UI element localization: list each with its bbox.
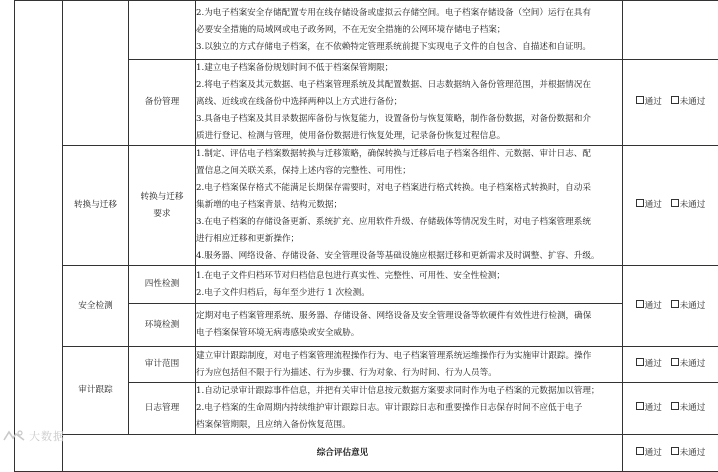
checkbox[interactable] [671, 199, 679, 207]
requirement-line: 电子档案保管环境无病毒感染或安全威胁。 [196, 325, 622, 342]
requirement-line: 置信息之间关联关系，保持上述内容的完整性、可用性； [196, 163, 622, 180]
requirement-line: 质进行登记、检测与管理，使用备份数据进行恢复处理，记录备份恢复过程信息。 [196, 128, 622, 145]
fail-label: 未通过 [680, 403, 706, 413]
requirement-cell [196, 266, 623, 304]
category-cell [63, 1, 129, 146]
requirement-line: 离线、近线或在线备份中选择两种以上方式进行备份； [196, 94, 622, 111]
result-cell [623, 1, 718, 60]
pass-option[interactable] [636, 197, 662, 214]
pass-option[interactable] [636, 400, 662, 417]
requirement-line: 1.自动记录审计跟踪事件信息，并把有关审计信息按元数据方案要求同时作为电子档案的元数据加以管理； [196, 383, 622, 400]
fail-label: 未通过 [680, 448, 706, 458]
evaluation-table [14, 0, 718, 472]
requirement-line: 2.电子档案保存格式不能满足长期保存需要时，对电子档案进行格式转换。电子档案格式转换时，自动采 [196, 180, 622, 197]
result-cell [623, 383, 718, 435]
requirement-line: 3.在电子档案的存储设备更新、系统扩充、应用软件升级、存储载体等情况发生时，对电子档案管理系统 [196, 214, 622, 231]
requirement-line: 2.为电子档案安全存储配置专用在线存储设备或虚拟云存储空间。电子档案存储设备（空间）运行在具有 [196, 5, 622, 22]
requirement-line: 4.服务器、网络设备、存储设备、安全管理设备等基础设施应根据迁移和更新需求及时调整、扩容、升级。 [196, 248, 622, 265]
requirement-cell [196, 1, 623, 60]
subcategory-cell: 四性检测 [129, 266, 196, 304]
pass-option[interactable] [636, 298, 662, 315]
fail-option[interactable] [671, 445, 706, 462]
requirement-cell [196, 146, 623, 266]
subcategory-cell: 审计范围 [129, 347, 196, 383]
pass-label: 通过 [645, 448, 662, 458]
fail-label: 未通过 [680, 301, 706, 311]
checkbox[interactable] [636, 402, 644, 410]
requirement-line: 3.以独立的方式存储电子档案，在不依赖特定管理系统前提下实现电子文件的自包含、自描述和自证明。 [196, 39, 622, 56]
pass-option[interactable] [636, 356, 662, 373]
subcategory-cell: 日志管理 [129, 383, 196, 435]
requirement-line: 3.具备电子档案及其目录数据库备份与恢复能力，设置备份与恢复策略，制作备份数据，对备份数据和介 [196, 111, 622, 128]
requirement-cell [196, 383, 623, 435]
requirement-line: 1.建立电子档案备份规划时间不低于档案保管期限； [196, 60, 622, 77]
fail-label: 未通过 [680, 97, 706, 107]
table-row [15, 266, 718, 304]
fail-option[interactable] [671, 356, 706, 373]
table-row [15, 1, 718, 60]
checkbox[interactable] [636, 300, 644, 308]
pass-option[interactable] [636, 445, 662, 462]
pass-option[interactable] [636, 94, 662, 111]
requirement-cell [196, 347, 623, 383]
checkbox[interactable] [671, 96, 679, 104]
final-assessment-label: 综合评估意见 [63, 435, 623, 472]
requirement-line: 行为应包括但不限于行为描述、行为步骤、行为对象、行为时间、行为人员等。 [196, 365, 622, 382]
requirement-line: 定期对电子档案管理系统、服务器、存储设备、网络设备及安全管理设备等软硬件有效性进行检测，确保 [196, 308, 622, 325]
fail-option[interactable] [671, 197, 706, 214]
requirement-line: 档案保管期限，且应纳入备份恢复范围。 [196, 417, 622, 434]
watermark [2, 428, 65, 444]
table-row [15, 347, 718, 383]
result-cell [623, 347, 718, 383]
fail-option[interactable] [671, 400, 706, 417]
result-cell [623, 266, 718, 347]
requirement-line: 2.电子文件归档后，每年至少进行 1 次检测。 [196, 285, 622, 302]
pass-label: 通过 [645, 403, 662, 413]
pass-label: 通过 [645, 200, 662, 210]
requirement-line: 集新增的电子档案背景、结构元数据； [196, 197, 622, 214]
requirement-line: 建立审计跟踪制度，对电子档案管理流程操作行为、电子档案管理系统运维操作行为实施审计跟踪。操作 [196, 348, 622, 365]
subcategory-cell: 转换与迁移 要求 [129, 146, 196, 266]
left-margin-cell [15, 1, 63, 472]
category-cell: 审计跟踪 [63, 347, 129, 435]
requirement-line: 进行相应迁移和更新操作； [196, 231, 622, 248]
result-cell [623, 60, 718, 146]
result-cell [623, 435, 718, 472]
fail-label: 未通过 [680, 200, 706, 210]
fail-option[interactable] [671, 94, 706, 111]
result-cell [623, 146, 718, 266]
watermark-logo-icon [2, 429, 26, 443]
table-row [15, 146, 718, 266]
requirement-cell [196, 304, 623, 347]
subcategory-cell [129, 1, 196, 60]
checkbox[interactable] [636, 199, 644, 207]
checkbox[interactable] [671, 447, 679, 455]
checkbox[interactable] [636, 447, 644, 455]
requirement-line: 必要安全措施的局域网或电子政务网，不在无安全措施的公网环境存储电子档案； [196, 22, 622, 39]
subcategory-cell: 备份管理 [129, 60, 196, 146]
pass-label: 通过 [645, 97, 662, 107]
checkbox[interactable] [671, 300, 679, 308]
requirement-line: 2.电子档案的生命周期内持续维护审计跟踪日志。审计跟踪日志和重要操作日志保存时间不应低于电子 [196, 400, 622, 417]
final-assessment-row [15, 435, 718, 472]
category-cell: 转换与迁移 [63, 146, 129, 266]
requirement-line: 1.在电子文件归档环节对归档信息包进行真实性、完整性、可用性、安全性检测； [196, 268, 622, 285]
requirement-line: 1.制定、评估电子档案数据转换与迁移策略，确保转换与迁移后电子档案各组件、元数据、审计日志、配 [196, 146, 622, 163]
checkbox[interactable] [636, 96, 644, 104]
fail-option[interactable] [671, 298, 706, 315]
subcategory-cell: 环境检测 [129, 304, 196, 347]
watermark-text: 大数据 [29, 428, 65, 444]
requirement-line: 2.将电子档案及其元数据、电子档案管理系统及其配置数据、日志数据纳入备份管理范围，并根据情况在 [196, 77, 622, 94]
fail-label: 未通过 [680, 359, 706, 369]
checkbox[interactable] [671, 402, 679, 410]
checkbox[interactable] [636, 358, 644, 366]
pass-label: 通过 [645, 359, 662, 369]
checkbox[interactable] [671, 358, 679, 366]
requirement-cell [196, 60, 623, 146]
category-cell: 安全检测 [63, 266, 129, 347]
pass-label: 通过 [645, 301, 662, 311]
